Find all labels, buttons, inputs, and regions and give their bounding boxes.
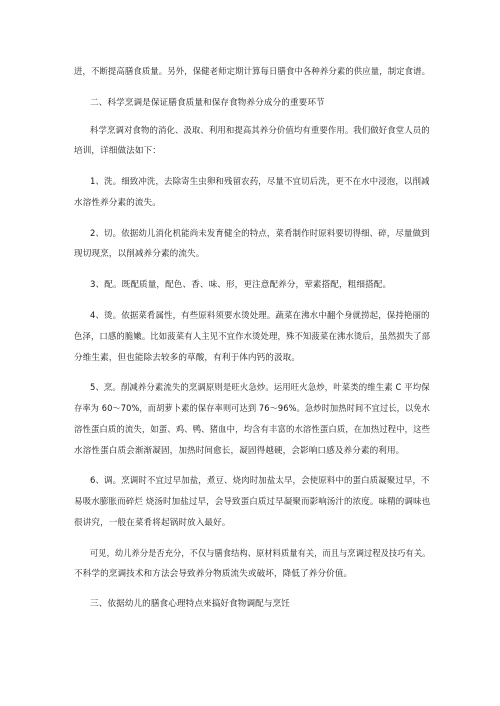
paragraph-line: 6、调。烹调时不宜过早加盐，煮豆、烧肉时加盐太早，会使原料中的蛋白质凝聚过早，不 xyxy=(90,476,430,486)
paragraph-line: 2、切。依据幼儿消化机能尚未发育健全的特点，菜肴制作时原料要切得细、碎，尽量做到 xyxy=(90,229,430,239)
section-heading: 三、依据幼儿的膳食心理特点来搞好食物调配与烹饪 xyxy=(90,599,290,609)
paragraph-line: 易吸水膨胀而碎烂 烧汤时加盐过早，会导致蛋白质过早凝聚而影响汤汁的浓度。味精的调味也 xyxy=(74,497,431,507)
paragraph-line: 不科学的烹调技术和方法会导致养分物质流失或破坏，降低了养分价值。 xyxy=(74,569,353,579)
paragraph-line: 水溶性蛋白质会渐渐凝固，加热时间愈长，凝固得越硬，会影响口感及养分素的利用。 xyxy=(74,446,405,456)
paragraph-line: 可见，幼儿养分是否充分，不仅与膳食结构、原材料质量有关，而且与烹调过程及技巧有关。 xyxy=(90,549,431,559)
paragraph-line: 现切现烹，以削减养分素的流失。 xyxy=(74,249,205,259)
paragraph-line: 进，不断提高膳食质量。另外，保健老师定期计算每日膳食中各种养分素的供应量，制定食谱。 xyxy=(74,67,431,77)
paragraph-line: 科学烹调对食物的消化、汲取、利用和提高其养分价值均有重要作用。我们做好食堂人员的 xyxy=(90,126,430,136)
paragraph-line: 3、配。既配质量，配色、香、味、形，更注意配养分，荤素搭配，粗细搭配。 xyxy=(90,280,392,290)
paragraph-line: 5、烹。削减养分素流失的烹调原则是旺火急炒。运用旺火急炒，叶菜类的维生素 C 平均保 xyxy=(90,383,430,393)
paragraph-line: 溶性蛋白质的流失，如蛋、鸡、鸭、猪血中，均含有丰富的水溶性蛋白质，在加热过程中，这些 xyxy=(74,425,431,435)
paragraph-line: 培训，详细做法如下： xyxy=(74,146,161,156)
paragraph-line: 4、烫。依据菜肴属性，有些原料须要水烫处理。蔬菜在沸水中翻个身就捞起，保持艳丽的 xyxy=(90,311,430,321)
paragraph-line: 1、洗。细致冲洗，去除寄生虫卵和残留农药，尽量不宜切后洗，更不在水中浸泡，以削减 xyxy=(90,177,430,187)
paragraph-line: 分维生素，但也能除去较多的草酸，有利于体内钙的汲取。 xyxy=(74,353,301,363)
paragraph-line: 色泽，口感的脆嫩。比如菠菜有人主见不宜作水烫处理，殊不知菠菜在沸水烫后，虽然损失了部 xyxy=(74,332,431,342)
section-heading: 二、科学烹调是保证膳食质量和保存食物养分成分的重要环节 xyxy=(90,98,325,108)
paragraph-line: 水溶性养分素的流失。 xyxy=(74,198,161,208)
paragraph-line: 存率为 60～70%，而胡萝卜素的保存率则可达到 76～96%。急炒时加热时间不宜过长，以免水 xyxy=(74,404,431,414)
paragraph-line: 很讲究，一般在菜肴将起锅时放入最好。 xyxy=(74,518,231,528)
